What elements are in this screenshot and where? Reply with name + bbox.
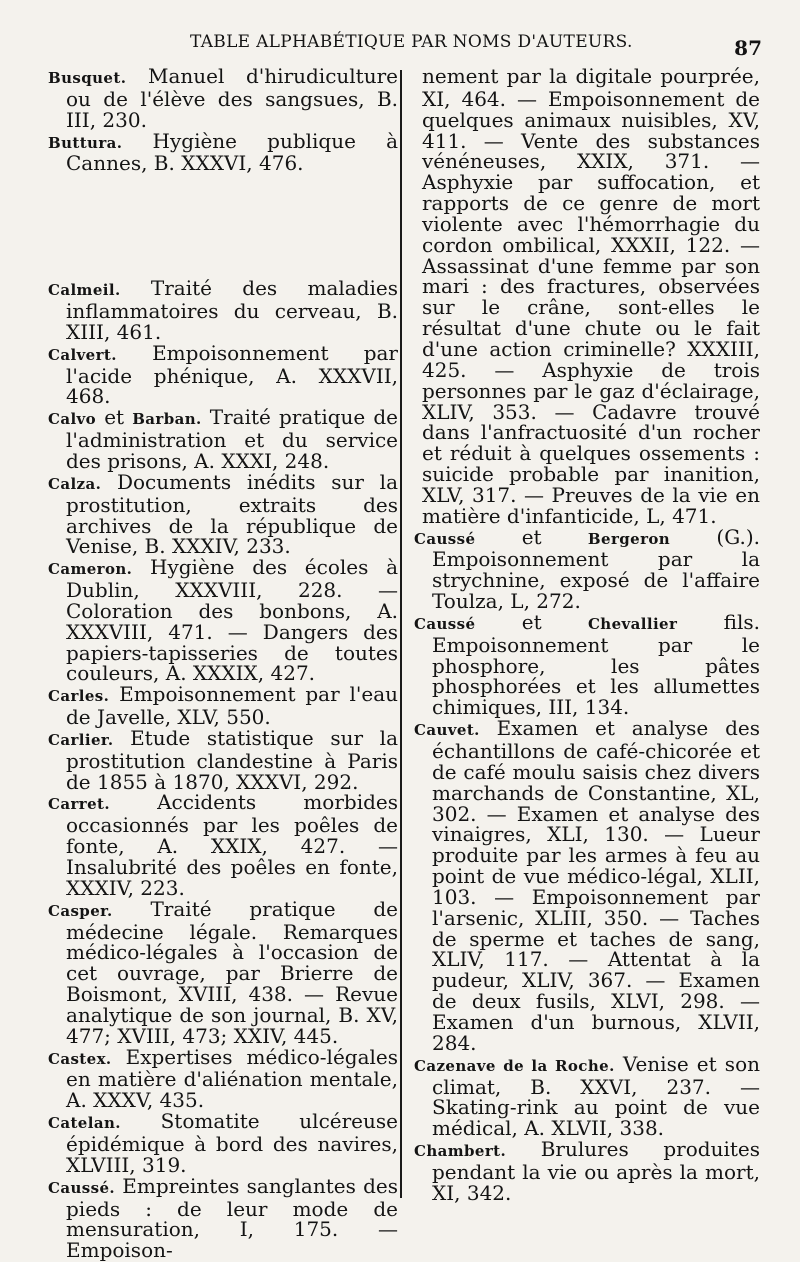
column-divider: [400, 70, 402, 1198]
author-name: Calvert.: [48, 345, 117, 364]
entry-text: Venise et son climat, B. XXVI, 237. — Skating-rink au point de vue médical, A. XLVII, 338.: [432, 1051, 760, 1141]
author-name: Caussé: [414, 529, 476, 548]
entry-text: fils. Empoisonnement par le phosphore, les pâtes phosphorées et les allumettes chimiques, III, 134.: [432, 609, 760, 720]
index-entry: [414, 524, 760, 614]
index-entry: [48, 128, 398, 176]
author-name: Cazenave de la Roche.: [414, 1056, 615, 1075]
page-header: [40, 30, 780, 58]
entry-text: et: [475, 524, 588, 549]
blank-space: [48, 174, 398, 278]
index-entry: [48, 896, 398, 1048]
page-number: 87: [734, 36, 762, 60]
index-entry: [48, 1111, 398, 1176]
author-name: Carret.: [48, 795, 110, 814]
entry-text: Hygiène publique à Cannes, B. XXXVI, 476.: [66, 128, 398, 176]
author-name: Caussé: [414, 614, 476, 633]
entry-text: Stomatite ulcéreuse épidémique à bord des navires, XLVIII, 319.: [66, 1109, 398, 1177]
index-entry: [48, 1044, 398, 1113]
author-name: Cameron.: [48, 560, 133, 579]
author-name: Casper.: [48, 901, 113, 920]
entry-text: Empreintes sanglantes des pieds : de leur mode de mensuration, I, 175. — Empoison-: [66, 1173, 398, 1262]
index-entry: [48, 725, 398, 794]
entry-text: (G.). Empoisonnement par la strychnine, exposé de l'affaire Toulza, L, 272.: [432, 524, 760, 614]
entry-text: et: [475, 609, 588, 634]
entry-text: Traité pratique de l'administration et du service des prisons, A. XXXI, 248.: [66, 405, 399, 473]
entry-text: Manuel d'hirudiculture ou de l'élève des sangsues, B. III, 230.: [66, 64, 398, 132]
author-name: Catelan.: [48, 1114, 121, 1133]
author-name: Buttura.: [48, 133, 123, 152]
entry-text: Hygiène des écoles à Dublin, XXXVIII, 228. — Coloration des bonbons, A. XXXVIII, 471. — Dangers des papiers-tapisseries de toutes couleurs, A. XXXIX, 427.: [66, 555, 398, 686]
entry-text: nement par la digitale pourprée, XI, 464. — Empoisonnement de quelques animaux nuisibles, XV, 411. — Vente des substances vénéneuses, XXIX, 371. — Asphyxie par suffocation, et rapports de ce genre de mort violente avec l'hémorrhagie du cordon ombilical, XXXII, 122. — Assassinat d'une femme par son mari : des fractures, observées sur le crâne, sont-elles le résultat d'une chute ou le fait d'une action criminelle? XXXIII, 425. — Asphyxie de trois personnes par le gaz d'éclairage, XLIV, 353. — Cadavre trouvé dans l'anfractuosité d'un rocher et réduit à quelques ossements : suicide probable par inanition, XLV, 317. — Preuves de la vie en matière d'infanticide, L, 471.: [422, 64, 760, 528]
author-name: Cauvet.: [414, 721, 480, 740]
author-name: Calvo: [48, 410, 97, 429]
author-name: Carlier.: [48, 730, 114, 749]
entry-text: Brulures produites pendant la vie ou après la mort, XI, 342.: [432, 1137, 760, 1205]
index-entry: [48, 684, 398, 728]
index-entry: [48, 340, 398, 409]
running-title: TABLE ALPHABÉTIQUE PAR NOMS D'AUTEURS.: [190, 32, 633, 52]
index-entry: [48, 407, 398, 472]
entry-text: Empoisonnement par l'eau de Javelle, XLV, 550.: [66, 682, 398, 730]
entry-text: Traité des maladies inflammatoires du cerveau, B. XIII, 461.: [66, 276, 398, 344]
index-entry: [48, 1173, 398, 1262]
entry-text: Empoisonnement par l'acide phénique, A. XXXVII, 468.: [66, 340, 398, 409]
index-entry-continued: [414, 66, 760, 527]
index-entry: [414, 1139, 760, 1204]
index-entry: [414, 609, 760, 720]
index-entry: [48, 278, 398, 343]
left-column: [48, 66, 398, 1261]
coauthor-name: Barban.: [132, 410, 202, 429]
coauthor-name: Bergeron: [587, 529, 671, 548]
index-entry: [48, 66, 398, 131]
author-name: Busquet.: [48, 69, 127, 87]
entry-text: Traité pratique de médecine légale. Remarques médico-légales à l'occasion de cet ouvrage, par Brierre de Boismont, XVIII, 438. — Revue analytique de son journal, B. XV, 477; XVIII, 473; XXIV, 445.: [66, 896, 398, 1048]
index-entry: [48, 792, 398, 898]
author-name: Calza.: [48, 474, 102, 493]
entry-text: et: [96, 405, 133, 430]
entry-text: Etude statistique sur la prostitution clandestine à Paris de 1855 à 1870, XXXVI, 292.: [66, 725, 398, 794]
index-entry: [48, 469, 398, 559]
entry-text: Examen et analyse des échantillons de café-chicorée et de café moulu saisis chez divers marchands de Constantine, XL, 302. — Examen et analyse des vinaigres, XLI, 130. — Lueur produite par les armes à feu au point de vue médico-légal, XLII, 103. — Empoisonnement par l'arsenic, XLIII, 350. — Taches de sperme et taches de sang, XLIV, 117. — Attentat à la pudeur, XLIV, 367. — Examen de deux fusils, XLVI, 298. — Examen d'un burnous, XLVII, 284.: [432, 716, 760, 1055]
author-name: Chambert.: [414, 1142, 507, 1161]
entry-text: Accidents morbides occasionnés par les poêles de fonte, A. XXIX, 427. — Insalubrité des poêles en fonte, XXXIV, 223.: [66, 790, 398, 900]
index-entry: [414, 1051, 760, 1141]
author-name: Carles.: [48, 687, 110, 706]
right-column: [414, 66, 760, 1204]
entry-text: Expertises médico-légales en matière d'aliénation mentale, A. XXXV, 435.: [66, 1044, 398, 1113]
author-name: Caussé.: [48, 1178, 116, 1197]
entry-text: Documents inédits sur la prostitution, extraits des archives de la république de Venise, B. XXXIV, 233.: [66, 469, 398, 559]
author-name: Calmeil.: [48, 281, 121, 300]
index-entry: [414, 718, 760, 1054]
author-name: Castex.: [48, 1049, 112, 1068]
coauthor-name: Chevallier: [587, 614, 678, 633]
index-entry: [48, 557, 398, 684]
